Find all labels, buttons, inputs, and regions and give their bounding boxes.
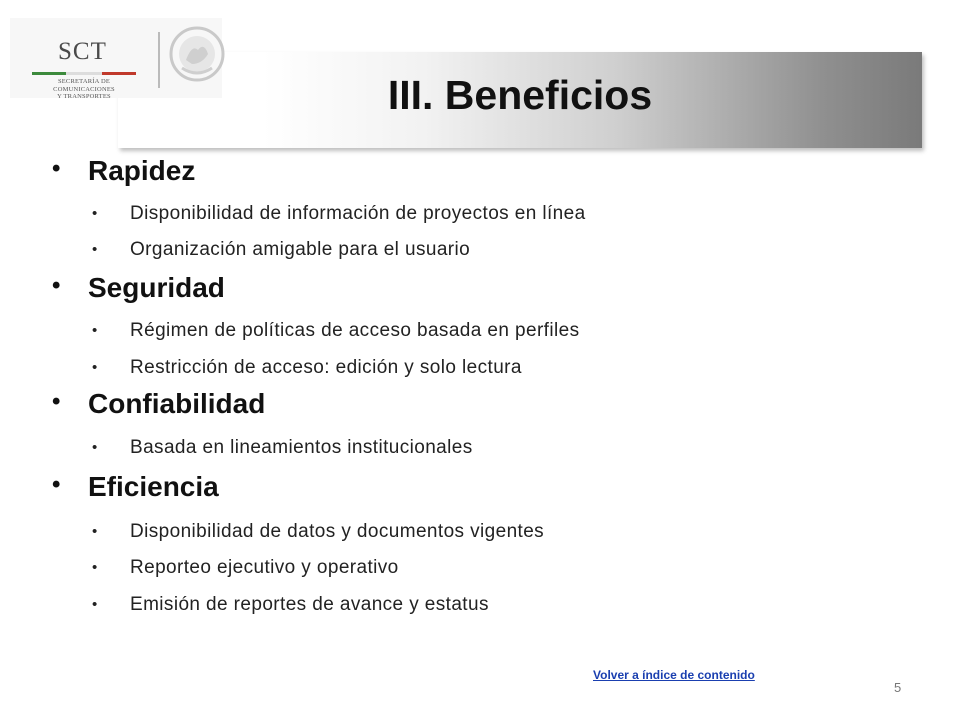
section-heading-text: Rapidez [88, 155, 196, 186]
list-item-text: Disponibilidad de datos y documentos vigentes [130, 521, 545, 542]
bullet-icon: • [92, 523, 98, 540]
bullet-icon: • [92, 359, 98, 376]
list-item-text: Restricción de acceso: edición y solo lectura [130, 357, 522, 378]
bullet-icon: • [52, 388, 61, 415]
bullet-icon: • [92, 241, 98, 258]
bullet-icon: • [92, 205, 98, 222]
back-to-index-link[interactable]: Volver a índice de contenido [593, 668, 755, 682]
section-heading-text: Seguridad [88, 272, 225, 303]
list-item-text: Régimen de políticas de acceso basada en perfiles [130, 320, 580, 341]
slide-title: III. Beneficios [387, 72, 653, 118]
bullet-icon: • [92, 559, 98, 576]
logo-name: SCT [58, 38, 107, 65]
logo-subtitle: SECRETARÍA DE COMUNICACIONES Y TRANSPORTES [53, 78, 115, 100]
bullet-icon: • [52, 471, 61, 498]
list-item-text: Basada en lineamientos institucionales [130, 437, 473, 458]
list-item-text: Emisión de reportes de avance y estatus [130, 594, 489, 615]
bullet-icon: • [92, 322, 98, 339]
bullet-icon: • [92, 439, 98, 456]
bullet-icon: • [92, 596, 98, 613]
list-item-text: Reporteo ejecutivo y operativo [130, 557, 399, 578]
bullet-icon: • [52, 155, 61, 182]
list-item-text: Organización amigable para el usuario [130, 239, 471, 260]
section-heading-text: Eficiencia [88, 471, 219, 502]
section-heading-text: Confiabilidad [88, 388, 266, 419]
list-item-text: Disponibilidad de información de proyectos en línea [130, 203, 586, 224]
bullet-icon: • [52, 272, 61, 299]
page-number: 5 [894, 680, 902, 695]
